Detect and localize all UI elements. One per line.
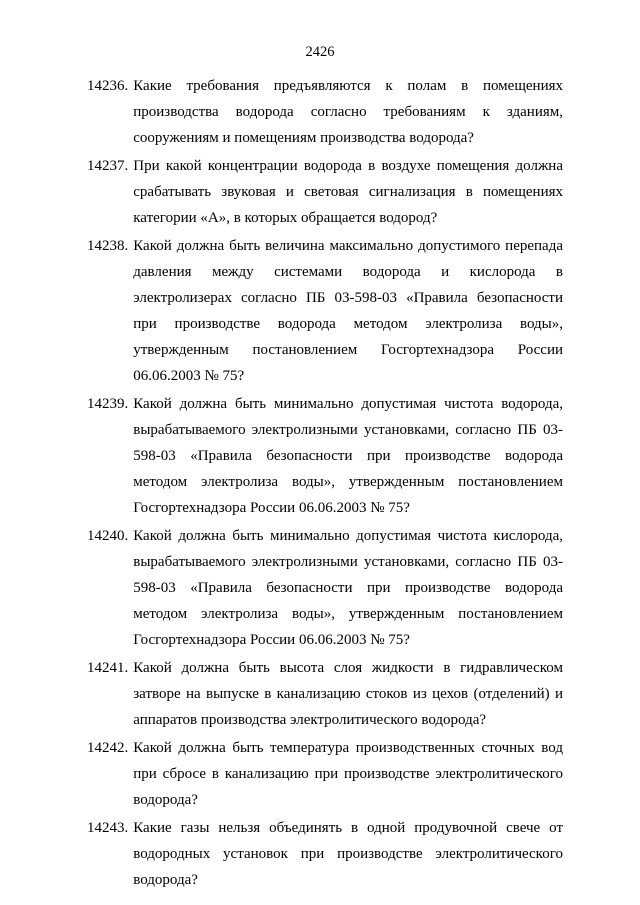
question-text: Какие газы нельзя объединять в одной продувочной свече от водородных установок при производстве электролитического водорода? — [133, 820, 563, 888]
question-item — [87, 523, 563, 653]
question-number: 14243. — [87, 820, 129, 836]
question-text: Какой должна быть величина максимально допустимого перепада давления между системами водорода и кислорода в электролизерах согласно ПБ 03-598-03 «Правила безопасности при производстве водорода методом электролиза воды», утвержденным постановлением Госгортехнадзора России 06.06.2003 № 75? — [133, 238, 563, 384]
question-item — [87, 73, 563, 151]
question-number: 14240. — [87, 528, 129, 544]
question-item — [87, 815, 563, 893]
question-item — [87, 735, 563, 813]
question-text: Какие требования предъявляются к полам в помещениях производства водорода согласно требованиям к зданиям, сооружениям и помещениям производства водорода? — [133, 78, 563, 146]
question-item — [87, 233, 563, 389]
question-number: 14239. — [87, 396, 129, 412]
question-list — [87, 73, 563, 895]
question-item — [87, 391, 563, 521]
question-text: Какой должна быть высота слоя жидкости в гидравлическом затворе на выпуске в канализацию стоков из цехов (отделений) и аппаратов производства электролитического водорода? — [133, 660, 563, 728]
question-number: 14237. — [87, 158, 129, 174]
question-item — [87, 655, 563, 733]
question-number: 14236. — [87, 78, 129, 94]
question-text: Какой должна быть температура производственных сточных вод при сбросе в канализацию при производстве электролитического водорода? — [133, 740, 563, 808]
page-number: 2426 — [305, 44, 335, 60]
question-text: Какой должна быть минимально допустимая чистота кислорода, вырабатываемого электролизными установками, согласно ПБ 03-598-03 «Правила безопасности при производстве водорода методом электролиза воды», утвержденным постановлением Госгортехнадзора России 06.06.2003 № 75? — [133, 528, 563, 648]
question-number: 14238. — [87, 238, 129, 254]
question-number: 14242. — [87, 740, 129, 756]
question-item — [87, 153, 563, 231]
question-number: 14241. — [87, 660, 129, 676]
question-text: Какой должна быть минимально допустимая чистота водорода, вырабатываемого электролизными установками, согласно ПБ 03-598-03 «Правила безопасности при производстве водорода методом электролиза воды», утвержденным постановлением Госгортехнадзора России 06.06.2003 № 75? — [133, 396, 563, 516]
question-text: При какой концентрации водорода в воздухе помещения должна срабатывать звуковая и световая сигнализация в помещениях категории «А», в которых обращается водород? — [133, 158, 563, 226]
